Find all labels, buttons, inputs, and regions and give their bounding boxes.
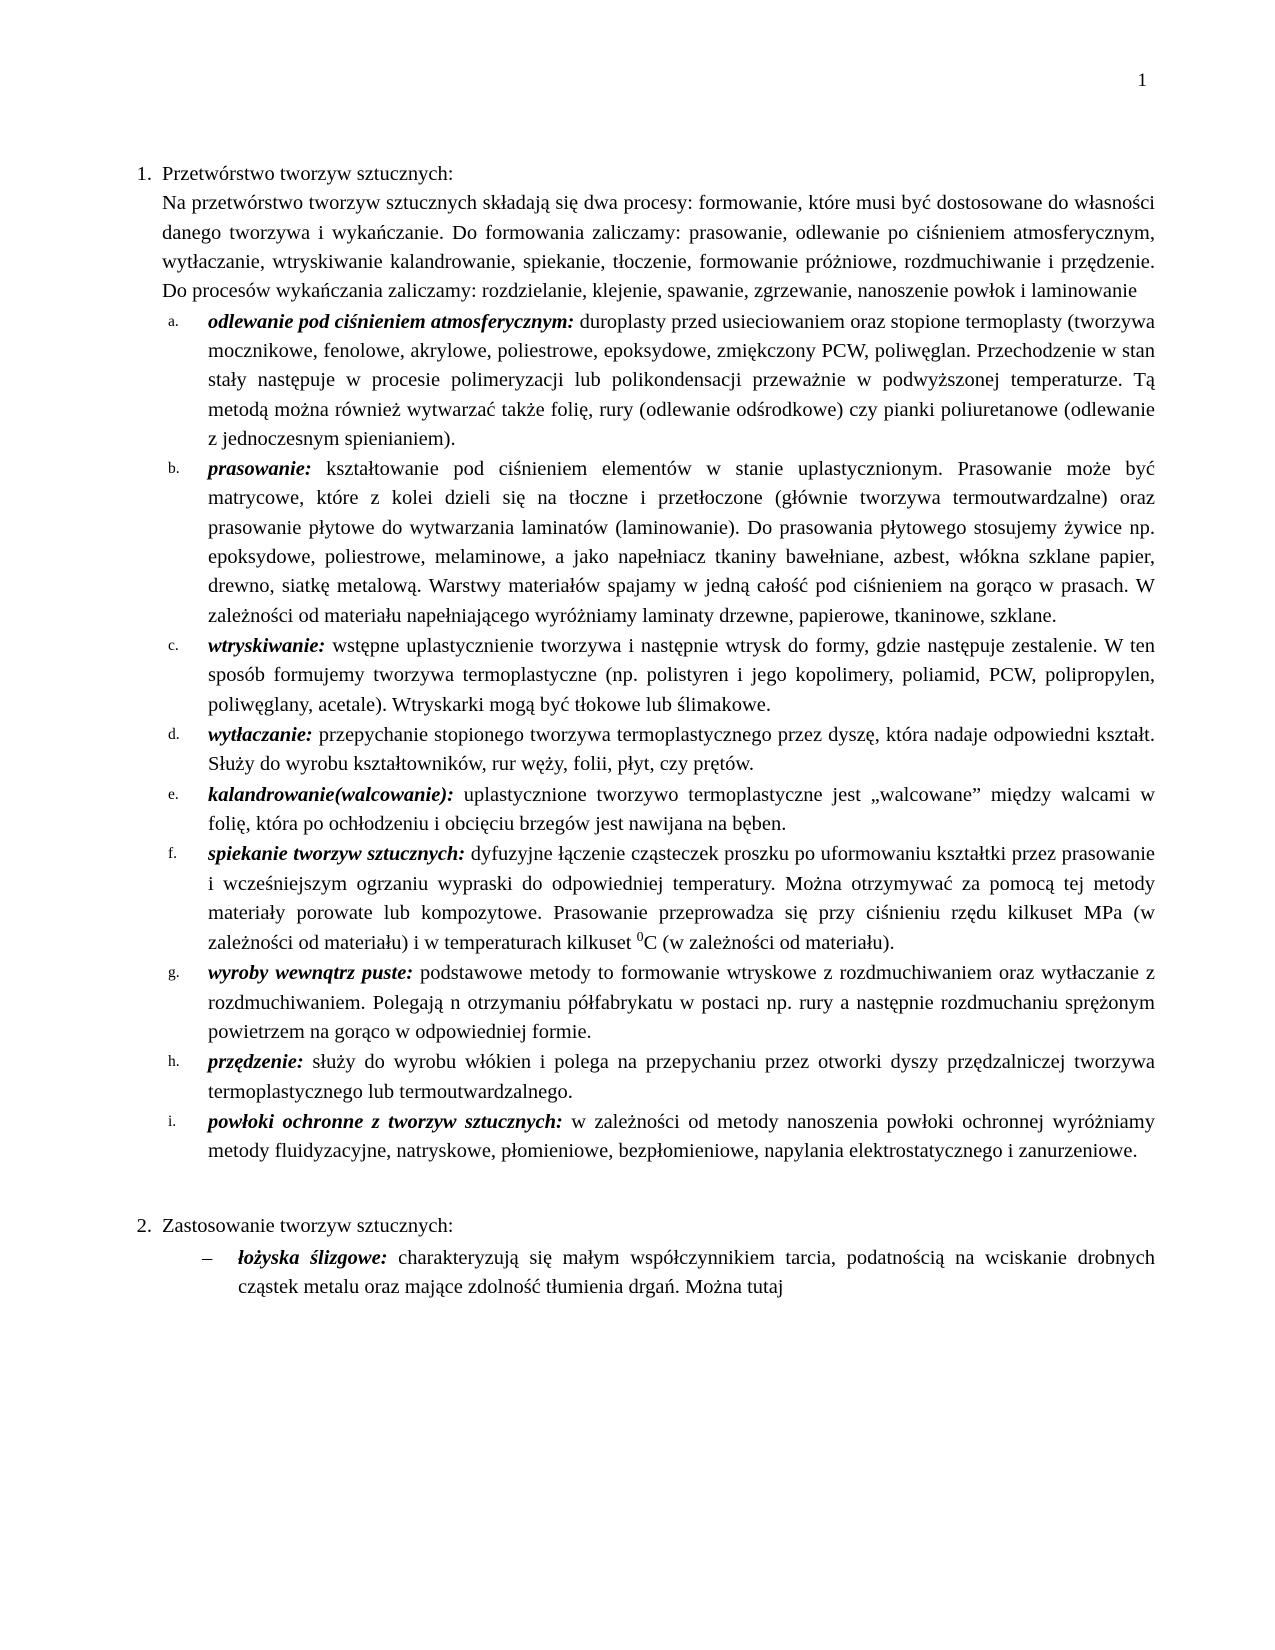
page-number: 1 <box>1137 70 1147 91</box>
section-1-marker: 1. <box>136 163 152 185</box>
section-2-title: Zastosowanie tworzyw sztucznych: <box>162 1215 454 1238</box>
list-item-body: duroplasty przed usieciowaniem oraz stopione termoplasty (tworzywa mocznikowe, fenolowe, akrylowe, poliestrowe, epoksydowe, zmiękczony PCW, poliwęglan. Przechodzenie w stan stały następuje w procesie polimeryzacji lub polikondensacji przeważnie w podwyższonej temperaturze. Tą metodą można również wytwarzać także folię, rury (odlewanie odśrodkowe) czy pianki poliuretanowe (odlewanie z jednoczesnym spienianiem). <box>208 310 1155 450</box>
list-item <box>162 632 1155 720</box>
list-item-text <box>238 1244 1155 1303</box>
section-1 <box>120 160 1155 1166</box>
list-item-text <box>208 632 1155 720</box>
section-2-sublist <box>162 1244 1155 1303</box>
list-item-body: przepychanie stopionego tworzywa termoplastycznego przez dyszę, która nadaje odpowiedni kształt. Służy do wyrobu kształtowników, rur węży, folii, płyt, czy prętów. <box>208 723 1155 776</box>
list-item-marker: e. <box>168 785 179 803</box>
list-item-lead: powłoki ochronne z tworzyw sztucznych: <box>208 1110 563 1133</box>
list-item-marker: h. <box>168 1053 180 1071</box>
main-numbered-list <box>120 160 1155 1302</box>
list-item-body: w zależności od metody nanoszenia powłoki ochronnej wyróżniamy metody fluidyzacyjne, natryskowe, płomieniowe, bezpłomieniowe, napylania elektrostatycznego i zanurzeniowe. <box>208 1110 1155 1163</box>
list-item-marker: – <box>202 1246 213 1269</box>
list-item-marker: c. <box>168 637 179 654</box>
list-item-lead: wytłaczanie: <box>208 723 313 746</box>
section-1-title: Przetwórstwo tworzyw sztucznych: <box>162 163 454 185</box>
list-item-lead: wyroby wewnqtrz puste: <box>208 962 414 985</box>
degree-superscript: 0 <box>636 930 644 946</box>
section-2-marker: 2. <box>136 1215 152 1238</box>
list-item-lead: kalandrowanie(walcowanie): <box>208 783 455 806</box>
list-item-body: kształtowanie pod ciśnieniem elementów w stanie uplastycznionym. Prasowanie może być matrycowe, które z kolei dzieli się na tłoczne i przetłoczone (głównie tworzywa termoutwardzalne) oraz prasowanie płytowe do wytwarzania laminatów (laminowanie). Do prasowania płytowego stosujemy żywice np. epoksydowe, poliestrowe, melaminowe, a jako napełniacz tkaniny bawełniane, azbest, włókna szklane papier, drewno, siatkę metalową. Warstwy materiałów spajamy w jedną całość pod ciśnieniem na gorąco w prasach. W zależności od materiału napełniającego wyróżniamy laminaty drzewne, papierowe, tkaninowe, szklane. <box>208 458 1155 627</box>
list-item-text <box>208 455 1155 631</box>
list-item-body: uplastycznione tworzywo termoplastyczne jest „walcowane” między walcami w folię, która po ochłodzeniu i obcięciu brzegów jest nawijana na bęben. <box>208 783 1155 835</box>
list-item-text <box>208 721 1155 780</box>
section-1-sublist <box>162 308 1155 1167</box>
document-content <box>120 160 1155 1302</box>
list-item-marker: a. <box>168 312 179 330</box>
list-item-lead: odlewanie pod ciśnieniem atmosferycznym: <box>208 310 575 333</box>
list-item-lead: spiekanie tworzyw sztucznych: <box>208 843 466 866</box>
list-item-body: służy do wyrobu włókien i polega na przepychaniu przez otworki dyszy przędzalniczej tworzywa termoplastycznego lub termoutwardzalnego. <box>208 1051 1155 1103</box>
list-item-lead: wtryskiwanie: <box>208 635 326 657</box>
list-item-text <box>208 840 1155 958</box>
list-item-text <box>208 1048 1155 1107</box>
list-item <box>162 959 1155 1047</box>
section-spacer <box>120 1166 1155 1212</box>
list-item-marker: g. <box>168 964 180 982</box>
section-1-intro: Na przetwórstwo tworzyw sztucznych składają się dwa procesy: formowanie, które musi być dostosowane do własności danego tworzywa i wykańczanie. Do formowania zaliczamy: prasowanie, odlewanie po ciśnieniem atmosferycznym, wytłaczanie, wtryskiwanie kalandrowanie, spiekanie, tłoczenie, formowanie próżniowe, rozdmuchiwanie i przędzenie. Do procesów wykańczania zaliczamy: rozdzielanie, klejenie, spawanie, zgrzewanie, nanoszenie powłok i laminowanie <box>162 192 1155 303</box>
list-item-body-tail: C (w zależności od materiału). <box>643 931 895 954</box>
list-item-body: wstępne uplastycznienie tworzywa i następnie wtrysk do formy, gdzie następuje zestalenie. W ten sposób formujemy tworzywa termoplastyczne (np. polistyren i jego kopolimery, poliamid, PCW, polipropylen, poliwęglany, acetale). Wtryskarki mogą być tłokowe lub ślimakowe. <box>208 635 1155 716</box>
list-item-marker: b. <box>168 460 180 478</box>
list-item-body: charakteryzują się małym współczynnikiem tarcia, podatnością na wciskanie drobnych cząstek metalu oraz mające zdolność tłumienia drgań. Można tutaj <box>238 1246 1155 1299</box>
list-item <box>162 840 1155 958</box>
list-item-marker: f. <box>168 845 178 863</box>
list-item <box>162 721 1155 780</box>
list-item-text <box>208 781 1155 840</box>
list-item-text <box>208 959 1155 1047</box>
list-item-marker: d. <box>168 725 180 743</box>
list-item <box>162 455 1155 631</box>
list-item <box>162 1108 1155 1167</box>
list-item-text <box>208 1108 1155 1167</box>
list-item <box>162 781 1155 840</box>
list-item-lead: prasowanie: <box>208 458 312 481</box>
list-item <box>162 1048 1155 1107</box>
list-item-lead: przędzenie: <box>208 1051 304 1074</box>
list-item-body: dyfuzyjne łączenie cząsteczek proszku po uformowaniu kształtki przez prasowanie i wcześniejszym ogrzaniu wypraski do odpowiedniej temperatury. Można otrzymywać za pomocą tej metody materiały porowate lub kompozytowe. Prasowanie przeprowadza się przy ciśnieniu rzędu kilkuset MPa (w zależności od materiału) i w temperaturach kilkuset <box>208 843 1155 954</box>
list-item-text <box>208 308 1155 455</box>
list-item <box>162 308 1155 455</box>
list-item <box>162 1244 1155 1303</box>
list-item-body: podstawowe metody to formowanie wtryskowe z rozdmuchiwaniem oraz wytłaczanie z rozdmuchiwaniem. Polegają n otrzymaniu półfabrykatu w postaci np. rury a następnie rozdmuchaniu sprężonym powietrzem na gorąco w odpowiedniej formie. <box>208 962 1155 1043</box>
section-2 <box>120 1212 1155 1302</box>
list-item-marker: i. <box>168 1112 177 1130</box>
list-item-lead: łożyska ślizgowe: <box>238 1246 388 1269</box>
